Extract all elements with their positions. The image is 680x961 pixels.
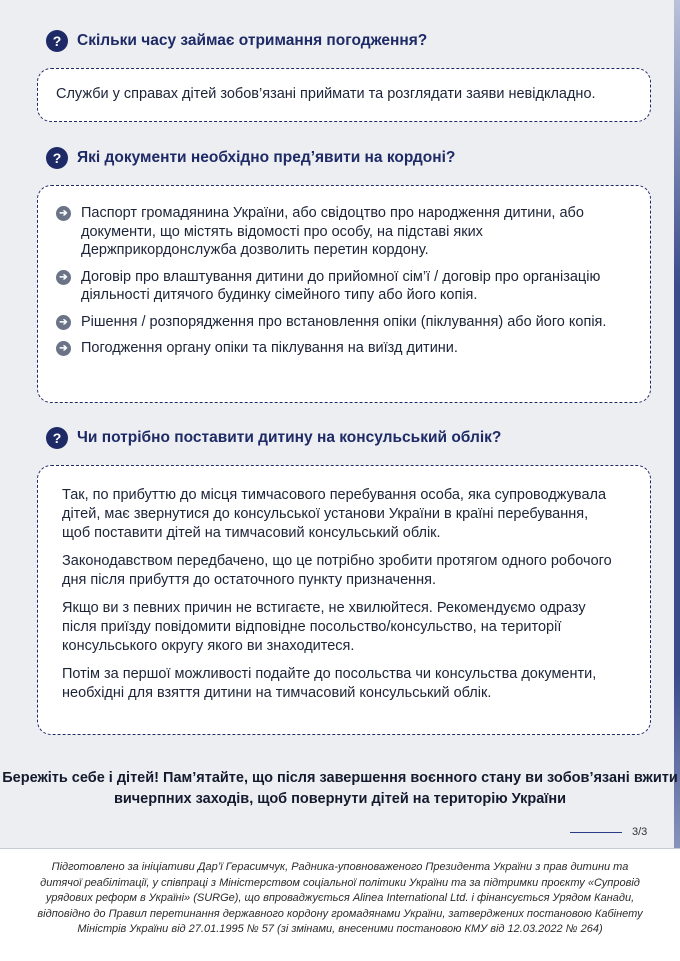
arrow-circle-right-icon: ➔ [56, 341, 71, 356]
list-item [56, 268, 630, 305]
answer-3-paragraph: Потім за першої можливості подайте до посольства чи консульства документи, необхідні для взяття дитини на тимчасовий консульський облік. [62, 666, 597, 701]
question-2-text: Які документи необхідно пред’явити на кордоні? [77, 149, 456, 166]
question-circle-icon: ? [46, 30, 68, 52]
list-item [56, 204, 630, 260]
list-item-text: Рішення / розпорядження про встановлення опіки (піклування) або його копія. [81, 313, 607, 330]
question-2-heading [46, 147, 455, 169]
question-1-heading [46, 30, 427, 52]
page-number: 3/3 [632, 826, 648, 838]
footer-credits: Підготовлено за ініціативи Дар’ї Герасимчук, Радника-уповноваженого Президента України з прав дитини та дитячої реабілітації, у співпраці з Міністерством соціальної політики України та за підтримки проєкту «Супровід урядових реформ в Україні» (SURGe), що впроваджується Alinea International Ltd. і фінансується Урядом Канади, відповідно до Правил перетинання державного кордону громадянами України, затверджених постановою Кабінету Міністрів України від 27.01.1995 № 57 (зі змінами, внесеними постановою КМУ від 12.03.2022 № 264) [37, 861, 643, 935]
documents-list [38, 186, 650, 358]
arrow-circle-right-icon: ➔ [56, 206, 71, 221]
answer-3-box [37, 465, 651, 735]
answer-3-paragraph: Законодавством передбачено, що це потрібно зробити протягом одного робочого дня після прибуття до остаточного пункту призначення. [62, 553, 612, 588]
list-item [56, 339, 630, 358]
page-indicator [570, 826, 647, 838]
arrow-circle-right-icon: ➔ [56, 315, 71, 330]
list-item-text: Паспорт громадянина України, або свідоцтво про народження дитини, або документи, що містять відомості про особу, на підставі яких Держприкордонслужба дозволить перетин кордону. [81, 205, 584, 258]
answer-3-paragraph: Якщо ви з певних причин не встигаєте, не хвилюйтеся. Рекомендуємо одразу після приїзду повідомити відповідне посольство/консульство, на території консульського округу якого ви знаходитеся. [62, 600, 586, 654]
list-item [56, 313, 630, 332]
arrow-circle-right-icon: ➔ [56, 270, 71, 285]
question-1-text: Скільки часу займає отримання погодження? [77, 32, 428, 49]
closing-statement: Бережіть себе і дітей! Пам’ятайте, що після завершення воєнного стану ви зобов’язані вжити вичерпних заходів, щоб повернути дітей на територію України [2, 770, 678, 807]
answer-2-box [37, 185, 651, 403]
answer-1-box [37, 68, 651, 122]
question-circle-icon: ? [46, 147, 68, 169]
footer [0, 848, 680, 961]
question-circle-icon: ? [46, 427, 68, 449]
answer-3-paragraph: Так, по прибуттю до місця тимчасового перебування особа, яка супроводжувала дітей, має звернутися до консульської установи України в країні перебування, щоб поставити дітей на тимчасовий консульський облік. [62, 487, 607, 541]
question-3-heading [46, 427, 501, 449]
question-3-text: Чи потрібно поставити дитину на консульський облік? [77, 429, 502, 446]
answer-1-text: Служби у справах дітей зобов’язані приймати та розглядати заяви невідкладно. [56, 86, 596, 102]
list-item-text: Договір про влаштування дитини до прийомної сім’ї / договір про організацію діяльності дитячого будинку сімейного типу або його копія. [81, 268, 601, 303]
page-edge-bar [674, 0, 680, 960]
page-indicator-line [570, 832, 622, 833]
list-item-text: Погодження органу опіки та піклування на виїзд дитини. [81, 340, 458, 356]
